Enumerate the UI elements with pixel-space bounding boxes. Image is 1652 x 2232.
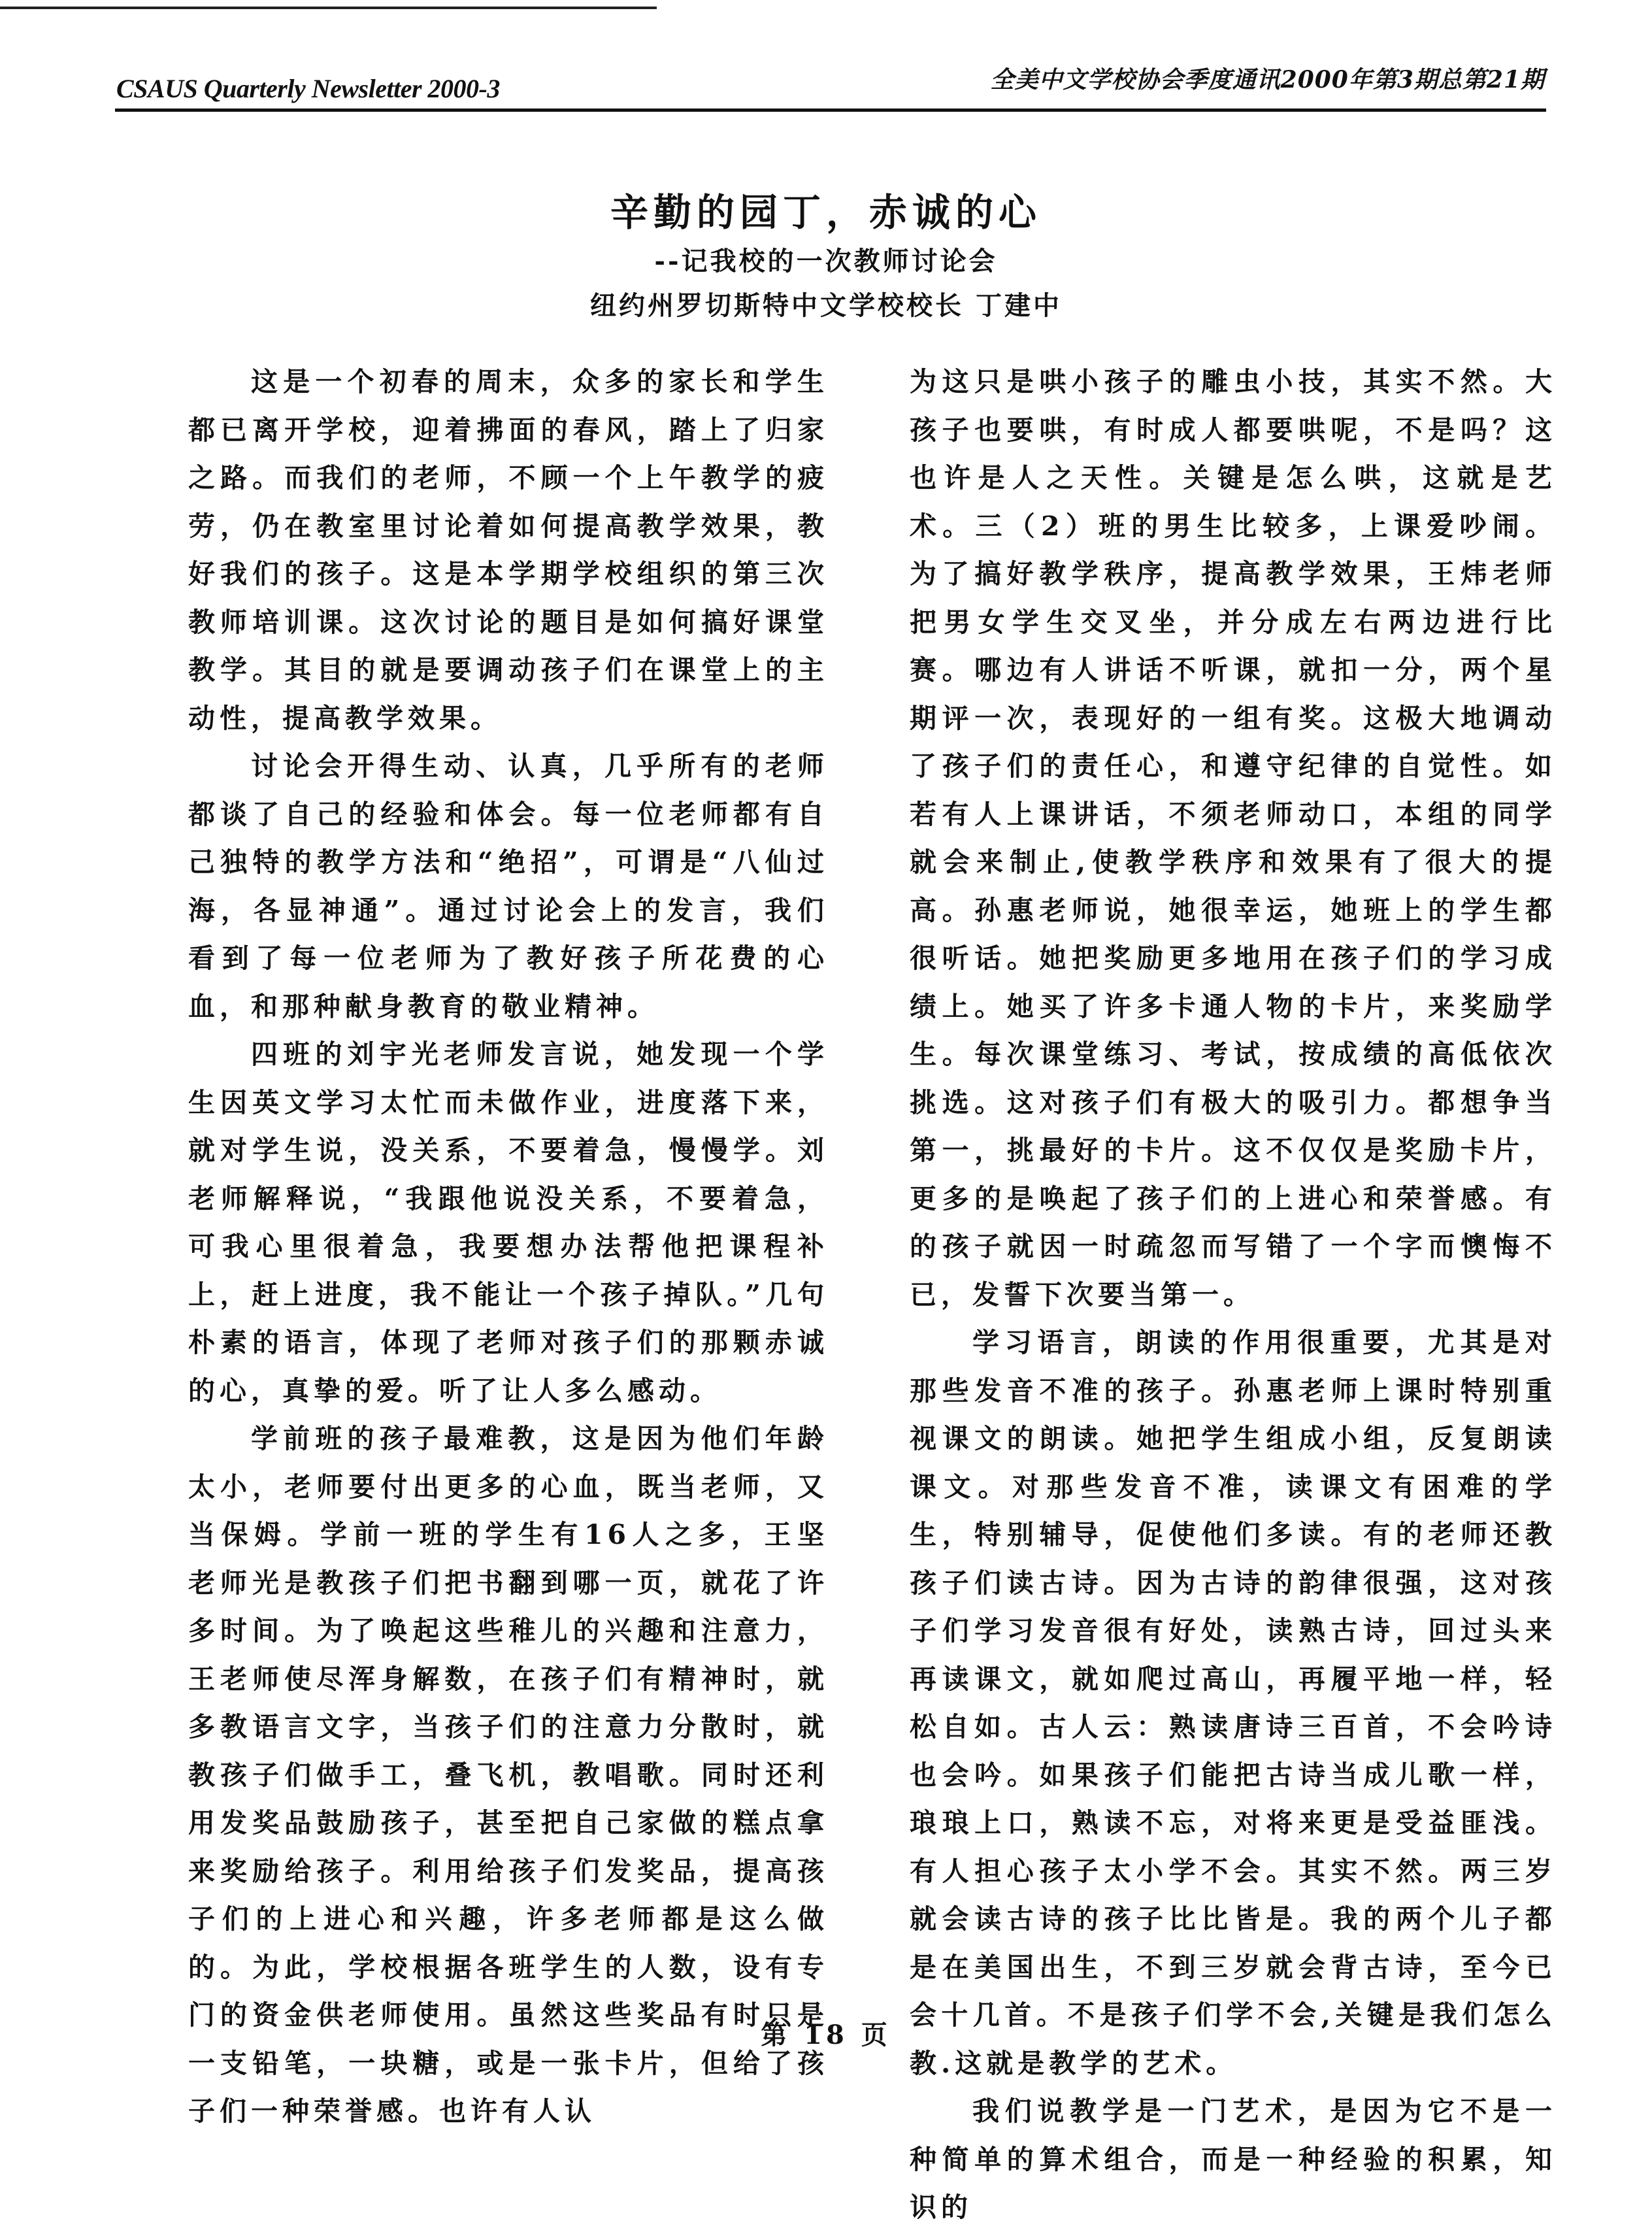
newsletter-name-english: CSAUS Quarterly Newsletter 2000-3 bbox=[116, 74, 500, 103]
header-divider bbox=[115, 108, 1546, 112]
article-subtitle: --记我校的一次教师讨论会 bbox=[654, 246, 998, 276]
paragraph: 讨论会开得生动、认真，几乎所有的老师都谈了自己的经验和体会。每一位老师都有自己独特的教学方法和“绝招”，可谓是“八仙过海，各显神通”。通过讨论会上的发言，我们看到了每一位老师为了教好孩子所花费的心血，和那种献身教育的敬业精神。 bbox=[188, 750, 829, 1022]
article-title: 辛勤的园丁，赤诚的心 bbox=[610, 190, 1042, 235]
article-author: 纽约州罗切斯特中文学校校长 丁建中 bbox=[590, 290, 1062, 321]
paragraph-continued: 为这只是哄小孩子的雕虫小技，其实不然。大孩子也要哄，有时成人都要哄呢，不是吗？这也许是人之天性。关键是怎么哄，这就是艺术。三（2）班的男生比较多，上课爱吵闹。为了搞好教学秩序，提高教学效果，王炜老师把男女学生交叉坐，并分成左右两边进行比赛。哪边有人讲话不听课，就扣一分，两个星期评一次，表现好的一组有奖。这极大地调动了孩子们的责任心，和遵守纪律的自觉性。如若有人上课讲话，不须老师动口，本组的同学就会来制止,使教学秩序和效果有了很大的提高。孙惠老师说，她很幸运，她班上的学生都很听话。她把奖励更多地用在孩子们的学习成绩上。她买了许多卡通人物的卡片，来奖励学生。每次课堂练习、考试，按成绩的高低依次挑选。这对孩子们有极大的吸引力。都想争当第一，挑最好的卡片。这不仅仅是奖励卡片，更多的是唤起了孩子们的上进心和荣誉感。有的孩子就因一时疏忽而写错了一个字而懊悔不已，发誓下次要当第一。 bbox=[910, 366, 1557, 1310]
page-number: 第 18 页 bbox=[761, 2020, 891, 2050]
paragraph: 学习语言，朗读的作用很重要，尤其是对那些发音不准的孩子。孙惠老师上课时特别重视课文的朗读。她把学生组成小组，反复朗读课文。对那些发音不准，读课文有困难的学生，特别辅导，促使他们多读。有的老师还教孩子们读古诗。因为古诗的韵律很强，这对孩子们学习发音很有好处，读熟古诗，回过头来再读课文，就如爬过高山，再履平地一样，轻松自如。古人云：熟读唐诗三百首，不会吟诗也会吟。如果孩子们能把古诗当成儿歌一样，琅琅上口，熟读不忘，对将来更是受益匪浅。有人担心孩子太小学不会。其实不然。两三岁就会读古诗的孩子比比皆是。我的两个儿子都是在美国出生，不到三岁就会背古诗，至今已会十几首。不是孩子们学不会,关键是我们怎么教.这就是教学的艺术。 bbox=[910, 1327, 1557, 2079]
newsletter-name-chinese: 全美中文学校协会季度通讯2000年第3期总第21期 bbox=[990, 66, 1545, 93]
top-edge-rule bbox=[0, 7, 657, 9]
paragraph: 学前班的孩子最难教，这是因为他们年龄太小，老师要付出更多的心血，既当老师，又当保姆。学前一班的学生有16人之多，王坚老师光是教孩子们把书翻到哪一页，就花了许多时间。为了唤起这些稚儿的兴趣和注意力，王老师使尽浑身解数，在孩子们有精神时，就多教语言文字，当孩子们的注意力分散时，就教孩子们做手工，叠飞机，教唱歌。同时还利用发奖品鼓励孩子，甚至把自己家做的糕点拿来奖励给孩子。利用给孩子们发奖品，提高孩子们的上进心和兴趣，许多老师都是这么做的。为此，学校根据各班学生的人数，设有专门的资金供老师使用。虽然这些奖品有时只是一支铅笔，一块糖，或是一张卡片，但给了孩子们一种荣誉感。也许有人认 bbox=[188, 1423, 829, 2127]
paragraph: 这是一个初春的周末，众多的家长和学生都已离开学校，迎着拂面的春风，踏上了归家之路。而我们的老师，不顾一个上午教学的疲劳，仍在教室里讨论着如何提高教学效果，教好我们的孩子。这是本学期学校组织的第三次教师培训课。这次讨论的题目是如何搞好课堂教学。其目的就是要调动孩子们在课堂上的主动性，提高教学效果。 bbox=[188, 366, 829, 734]
paragraph: 我们说教学是一门艺术，是因为它不是一种简单的算术组合，而是一种经验的积累，知识的 bbox=[910, 2095, 1557, 2223]
right-column bbox=[910, 358, 1557, 2232]
paragraph: 四班的刘宇光老师发言说，她发现一个学生因英文学习太忙而未做作业，进度落下来，就对学生说，没关系，不要着急，慢慢学。刘老师解释说，“我跟他说没关系，不要着急，可我心里很着急，我要想办法帮他把课程补上，赶上进度，我不能让一个孩子掉队。”几句朴素的语言，体现了老师对孩子们的那颗赤诚的心，真挚的爱。听了让人多么感动。 bbox=[188, 1039, 829, 1407]
left-column bbox=[188, 358, 829, 2136]
